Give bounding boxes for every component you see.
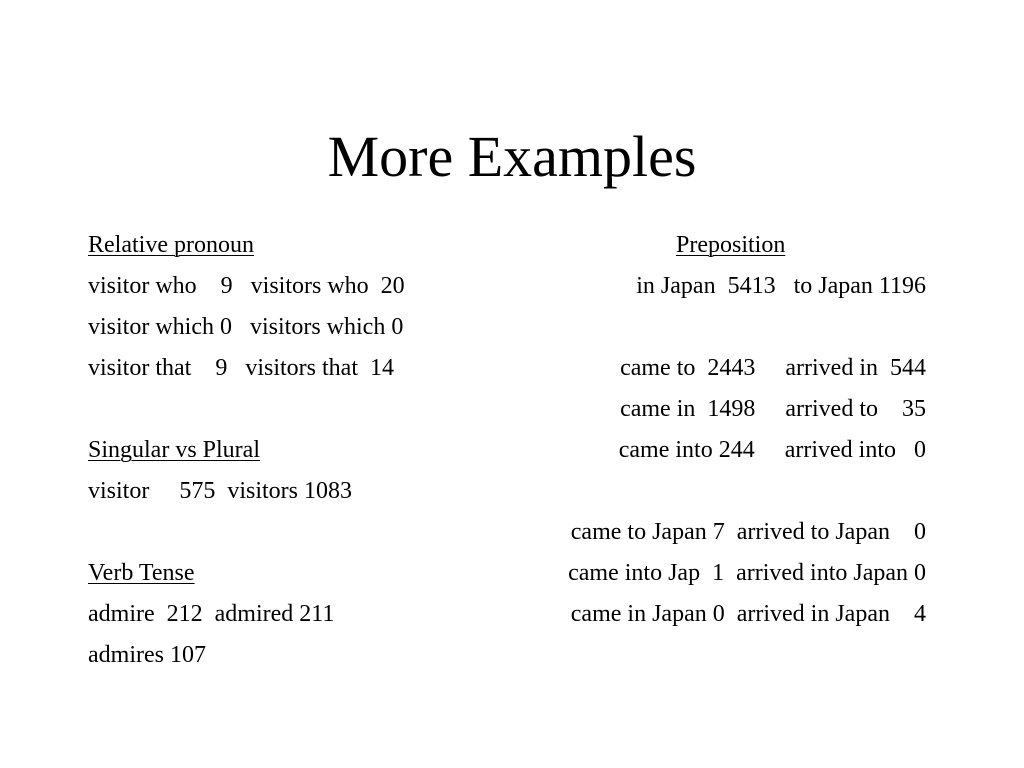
singular-plural-line: visitor 575 visitors 1083 — [88, 478, 353, 504]
preposition-line: came into 244 arrived into 0 — [618, 437, 926, 463]
singular-plural-heading: Singular vs Plural — [88, 437, 260, 463]
verb-tense-heading: Verb Tense — [88, 560, 195, 586]
preposition-heading: Preposition — [676, 232, 786, 258]
relative-pronoun-heading: Relative pronoun — [88, 232, 254, 258]
relative-pronoun-line: visitor that 9 visitors that 14 — [88, 355, 394, 381]
preposition-line: came into Jap 1 arrived into Japan 0 — [568, 560, 926, 586]
verb-tense-line: admires 107 — [88, 642, 206, 668]
relative-pronoun-line: visitor which 0 visitors which 0 — [88, 314, 404, 340]
preposition-line: came to 2443 arrived in 544 — [620, 355, 926, 381]
preposition-line: in Japan 5413 to Japan 1196 — [636, 273, 926, 299]
preposition-line: came to Japan 7 arrived to Japan 0 — [570, 519, 926, 545]
slide-title: More Examples — [327, 124, 697, 189]
relative-pronoun-line: visitor who 9 visitors who 20 — [88, 273, 405, 299]
preposition-line: came in 1498 arrived to 35 — [620, 396, 926, 422]
verb-tense-line: admire 212 admired 211 — [88, 601, 335, 627]
preposition-line: came in Japan 0 arrived in Japan 4 — [570, 601, 926, 627]
